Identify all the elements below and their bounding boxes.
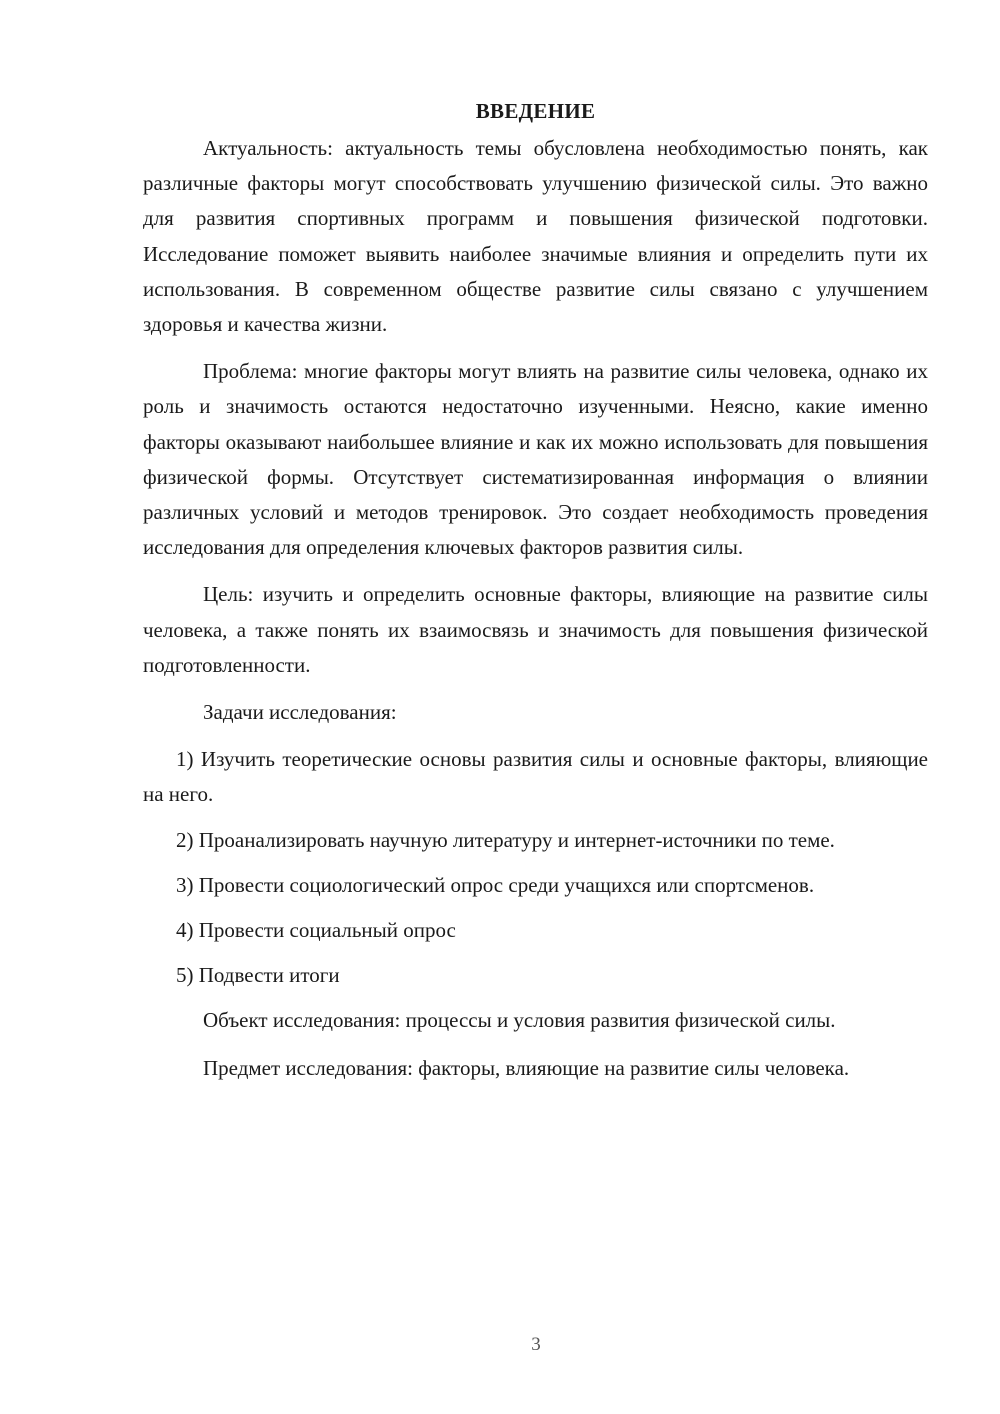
paragraph-subject: Предмет исследования: факторы, влияющие на развитие силы человека.	[203, 1055, 850, 1080]
page-number: 3	[531, 1334, 541, 1355]
paragraph-goal: Цель: изучить и определить основные факторы, влияющие на развитие силы человека, а также понять их взаимосвязь и значимость для повышения физической подготовленности.	[143, 582, 928, 677]
task-item-3: 3) Провести социологический опрос среди учащихся или спортсменов.	[176, 872, 815, 897]
tasks-heading: Задачи исследования:	[203, 700, 397, 725]
task-item-4: 4) Провести социальный опрос	[176, 918, 456, 943]
paragraph-relevance: Актуальность: актуальность темы обусловлена необходимостью понять, как различные факторы могут способствовать улучшению физической силы. Это важно для развития спортивных программ и повышения физической подготовки. Исследование поможет выявить наиболее значимые влияния и определить пути их использования. В современном обществе развитие силы связано с улучшением здоровья и качества жизни.	[143, 136, 928, 337]
section-title: ВВЕДЕНИЕ	[475, 99, 596, 123]
task-item-2: 2) Проанализировать научную литературу и интернет-источники по теме.	[176, 827, 835, 852]
task-item-5: 5) Подвести итоги	[176, 963, 340, 988]
paragraph-problem: Проблема: многие факторы могут влиять на развитие силы человека, однако их роль и значимость остаются недостаточно изученными. Неясно, какие именно факторы оказывают наибольшее влияние и как их можно использовать для повышения физической формы. Отсутствует систематизированная информация о влиянии различных условий и методов тренировок. Это создает необходимость проведения исследования для определения ключевых факторов развития силы.	[143, 359, 928, 560]
task-item-1: 1) Изучить теоретические основы развития силы и основные факторы, влияющие на него.	[143, 747, 928, 807]
document-page	[143, 95, 928, 1098]
paragraph-object: Объект исследования: процессы и условия развития физической силы.	[203, 1008, 836, 1033]
